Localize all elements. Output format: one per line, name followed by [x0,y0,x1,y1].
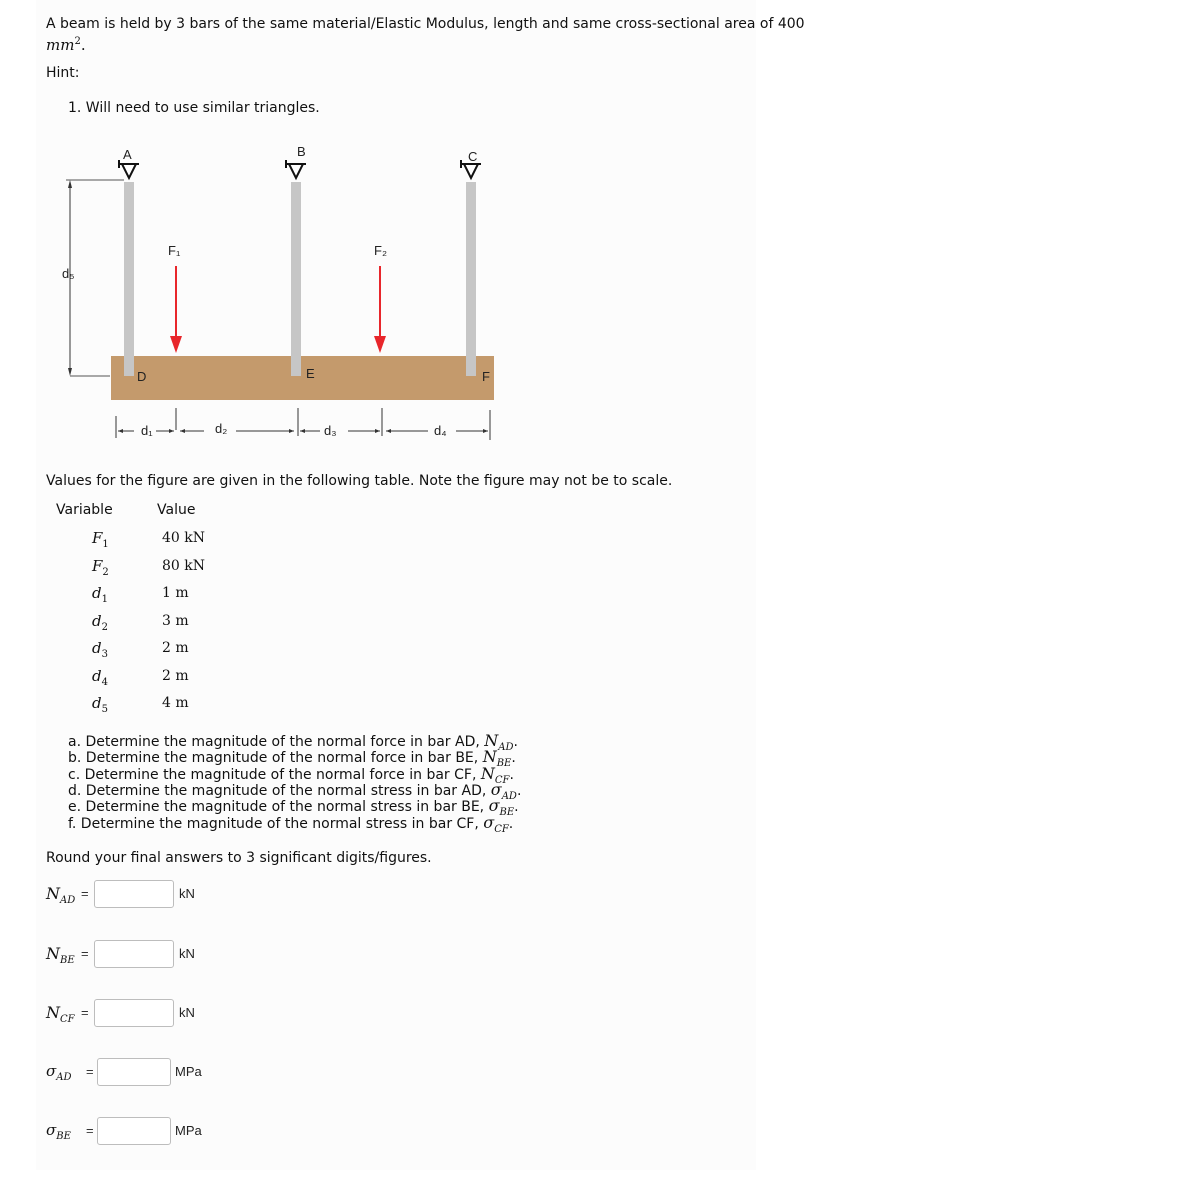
dimension-arrowheads [118,429,488,433]
variable-subscript: 4 [101,676,108,688]
answer-label [46,944,75,966]
bar-cf [466,182,476,376]
question-symbol-subscript: AD [498,741,514,753]
table-variable [92,640,108,663]
answer-label [46,1062,72,1083]
label-d2: d₂ [215,421,228,436]
table-variable [92,558,109,581]
table-variable [92,530,109,553]
intro-text [46,16,805,33]
equals-sign: = [81,886,89,901]
d5-arrow-bottom [68,368,72,376]
question-text: f. Determine the magnitude of the normal stress in bar CF, [68,815,484,832]
area-unit-exp: 2 [74,36,81,47]
answer-symbol: σ [46,1121,57,1139]
question-end: . [516,782,522,799]
bar-be [291,182,301,376]
label-f2: F₂ [374,243,387,258]
answer-symbol-subscript: CF [60,1014,75,1026]
answer-symbol-subscript: BE [56,1131,71,1142]
area-unit-end: . [80,36,86,54]
variable-subscript: 5 [101,704,108,715]
question-end: . [513,734,518,750]
table-value: 2 m [162,640,189,656]
bar-ad [124,182,134,376]
table-value: 80 kN [162,557,205,574]
question-text: e. Determine the magnitude of the normal stress in bar BE, [68,799,489,816]
label-b: B [297,144,306,159]
label-d1: d₁ [141,423,153,438]
equals-sign: = [86,1064,94,1079]
answer-symbol: N [46,944,60,963]
table-intro: Values for the figure are given in the following table. Note the figure may not be to scale. [46,473,673,489]
question-symbol: σ [483,812,495,832]
round-note: Round your final answers to 3 significant digits/figures. [46,850,432,866]
table-variable [92,585,108,608]
answer-label [46,1003,75,1025]
table-variable [92,668,108,691]
beam [111,356,494,400]
table-value: 2 m [162,667,189,684]
table-header-variable: Variable [56,502,113,518]
answer-input-n-ad[interactable] [94,880,174,908]
variable-subscript: 2 [101,621,108,633]
table-header-value: Value [157,502,196,518]
label-d: D [137,369,147,384]
question-symbol: σ [490,779,502,799]
unit-label: MPa [175,1123,202,1138]
label-f1: F₁ [168,243,181,258]
answer-input-sigma-be[interactable] [97,1117,171,1145]
answer-label [46,884,75,906]
area-unit [46,33,86,54]
variable-symbol: F [92,529,103,547]
variable-symbol: d [92,611,102,630]
question-symbol: N [480,763,495,783]
variable-symbol: d [92,639,102,657]
table-variable [92,613,108,636]
table-value: 3 m [162,612,189,629]
force-arrow-f2 [374,266,386,353]
question-symbol: N [482,747,497,767]
label-d5: d₅ [62,266,75,281]
question-end: . [508,815,514,832]
question-end: . [509,766,514,783]
variable-subscript: 2 [102,566,109,578]
answer-symbol: σ [46,1062,57,1080]
question-symbol: σ [488,796,500,816]
question-symbol: N [484,731,499,750]
question-end: . [514,799,519,816]
label-e: E [306,366,315,381]
table-variable [92,695,108,718]
table-value: 4 m [162,695,189,711]
answer-symbol-subscript: BE [60,955,75,967]
answer-symbol-subscript: AD [60,895,76,907]
support-a [119,160,139,178]
label-d3: d₃ [324,423,337,438]
variable-subscript: 3 [101,649,108,660]
variable-symbol: F [92,556,103,575]
hint-item: 1. Will need to use similar triangles. [68,100,320,116]
label-d4: d₄ [434,423,447,438]
question-symbol-subscript: AD [501,790,517,802]
question-text: c. Determine the magnitude of the normal force in bar CF, [68,766,481,783]
question-text: b. Determine the magnitude of the normal force in bar BE, [68,750,483,767]
unit-label: MPa [175,1064,202,1079]
table-value: 1 m [162,585,189,601]
label-c: C [468,149,478,164]
support-b [286,160,306,178]
force-arrow-f1 [170,266,182,353]
question-symbol-subscript: BE [499,806,515,818]
equals-sign: = [81,1005,89,1020]
area-unit-base: mm [46,36,75,54]
d5-arrow-top [68,180,72,188]
question-symbol-subscript: CF [494,774,510,786]
unit-label: kN [179,886,195,901]
answer-input-sigma-ad[interactable] [97,1058,171,1086]
intro-sentence: A beam is held by 3 bars of the same material/Elastic Modulus, length and same cross-sectional area of 400 [46,16,805,32]
table-value: 40 kN [162,530,205,546]
unit-label: kN [179,1005,195,1020]
question-item [68,812,514,838]
answer-symbol-subscript: AD [56,1072,72,1083]
label-a: A [123,147,132,162]
answer-label [46,1121,71,1142]
hint-label: Hint: [46,65,80,81]
answer-input-n-cf[interactable] [94,999,174,1027]
label-f: F [482,369,490,384]
question-text: d. Determine the magnitude of the normal stress in bar AD, [68,782,491,799]
variable-subscript: 1 [101,594,108,605]
beam-figure [36,140,516,450]
answer-input-n-be[interactable] [94,940,174,968]
question-text: a. Determine the magnitude of the normal force in bar AD, [68,734,485,750]
unit-label: kN [179,946,195,961]
variable-symbol: d [92,584,102,602]
equals-sign: = [81,946,89,961]
question-symbol-subscript: BE [496,758,512,770]
variable-symbol: d [92,694,102,712]
answer-symbol: N [46,884,60,903]
question-end: . [511,750,516,767]
variable-symbol: d [92,666,102,685]
answer-symbol: N [46,1003,60,1022]
question-symbol-subscript: CF [494,823,509,835]
equals-sign: = [86,1123,94,1138]
variable-subscript: 1 [102,539,109,550]
